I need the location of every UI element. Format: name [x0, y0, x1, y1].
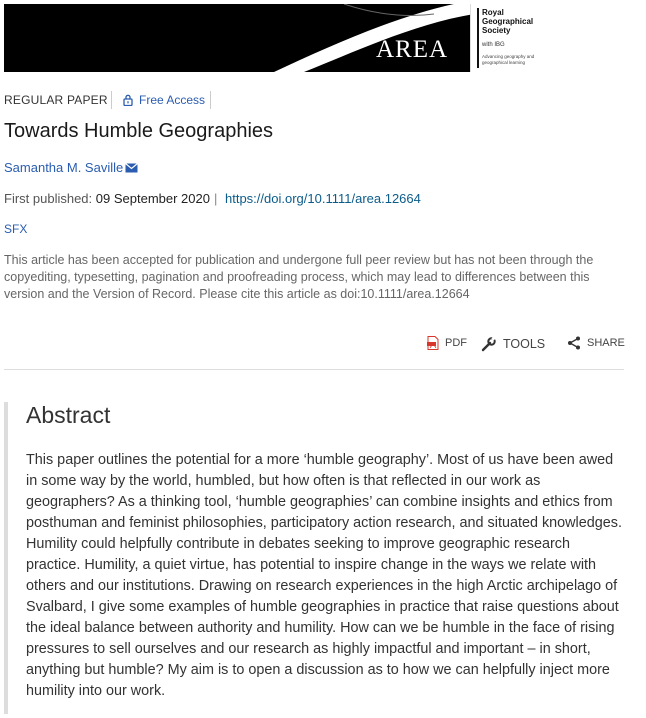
abstract-heading: Abstract — [26, 402, 111, 428]
free-access-badge[interactable] — [123, 93, 205, 109]
society-tagline: Advancing geography and geographical learning — [482, 54, 535, 65]
published-date: 09 September 2020 — [95, 191, 210, 206]
abstract-text: This paper outlines the potential for a more ‘humble geography’. Most of us have been awed in some way by the world, humbled, but how often is that reflected in our work as geographers? As a thinking tool, ‘humble geographies’ can combine insights and ethics from posthuman and feminist philosophies, participatory action research, and situated knowledges. Humility could helpfully contribute in debates seeking to improve geographic research practice. Humility, a quiet virtue, has potential to inspire change in the ways we relate with others and our institutions. Drawing on research experiences in the high Arctic archipelago of Svalbard, I give some examples of humble geographies in practice that raise questions about the ideal balance between authority and humility. How can we be humble in the face of rising pressures to sell ourselves and our research as highly impactful and important – in short, anything but humble? My aim is to open a discussion as to how we can helpfully inject more humility into our work. — [26, 452, 622, 699]
share-button[interactable] — [567, 336, 625, 350]
lock-icon — [123, 94, 133, 109]
published-separator: | — [213, 191, 218, 206]
accepted-article-note: This article has been accepted for publication and undergone full peer review but has not been through the copyediting, typesetting, pagination and proofreading process, which may lead to differences between this version and the Version of Record. Please cite this article as doi:10.1111/area.12664 — [4, 253, 594, 301]
free-access-label: Free Access — [139, 93, 206, 107]
meta-divider — [111, 91, 112, 109]
journal-logo-text: AREA — [376, 36, 449, 63]
article-title: Towards Humble Geographies — [4, 120, 274, 142]
share-label: SHARE — [587, 337, 625, 349]
author-link[interactable] — [4, 160, 138, 176]
pdf-label: PDF — [445, 337, 467, 349]
society-sub: with IBG — [482, 42, 505, 48]
pdf-button[interactable] — [427, 336, 467, 350]
share-icon — [567, 336, 581, 350]
article-tools — [0, 336, 646, 356]
tools-button[interactable] — [481, 336, 545, 352]
publication-info — [4, 191, 421, 206]
society-logo-bar — [477, 8, 479, 68]
author-name[interactable]: Samantha M. Saville — [4, 160, 124, 175]
published-label: First published: — [4, 191, 93, 206]
society-name: Royal Geographical Society — [482, 8, 534, 35]
doi-link[interactable]: https://doi.org/10.1111/area.12664 — [225, 191, 421, 206]
journal-banner[interactable] — [4, 4, 544, 72]
society-logo — [470, 4, 544, 72]
banner-swoosh — [4, 4, 544, 72]
article-type: REGULAR PAPER — [4, 93, 108, 107]
mail-icon[interactable] — [125, 161, 138, 176]
tools-label: TOOLS — [503, 337, 546, 351]
wrench-icon — [481, 336, 497, 352]
sfx-link[interactable]: SFX — [4, 222, 28, 236]
meta-divider — [210, 91, 211, 109]
abstract-section — [4, 402, 640, 714]
pdf-icon — [427, 336, 439, 350]
section-divider — [4, 369, 624, 370]
